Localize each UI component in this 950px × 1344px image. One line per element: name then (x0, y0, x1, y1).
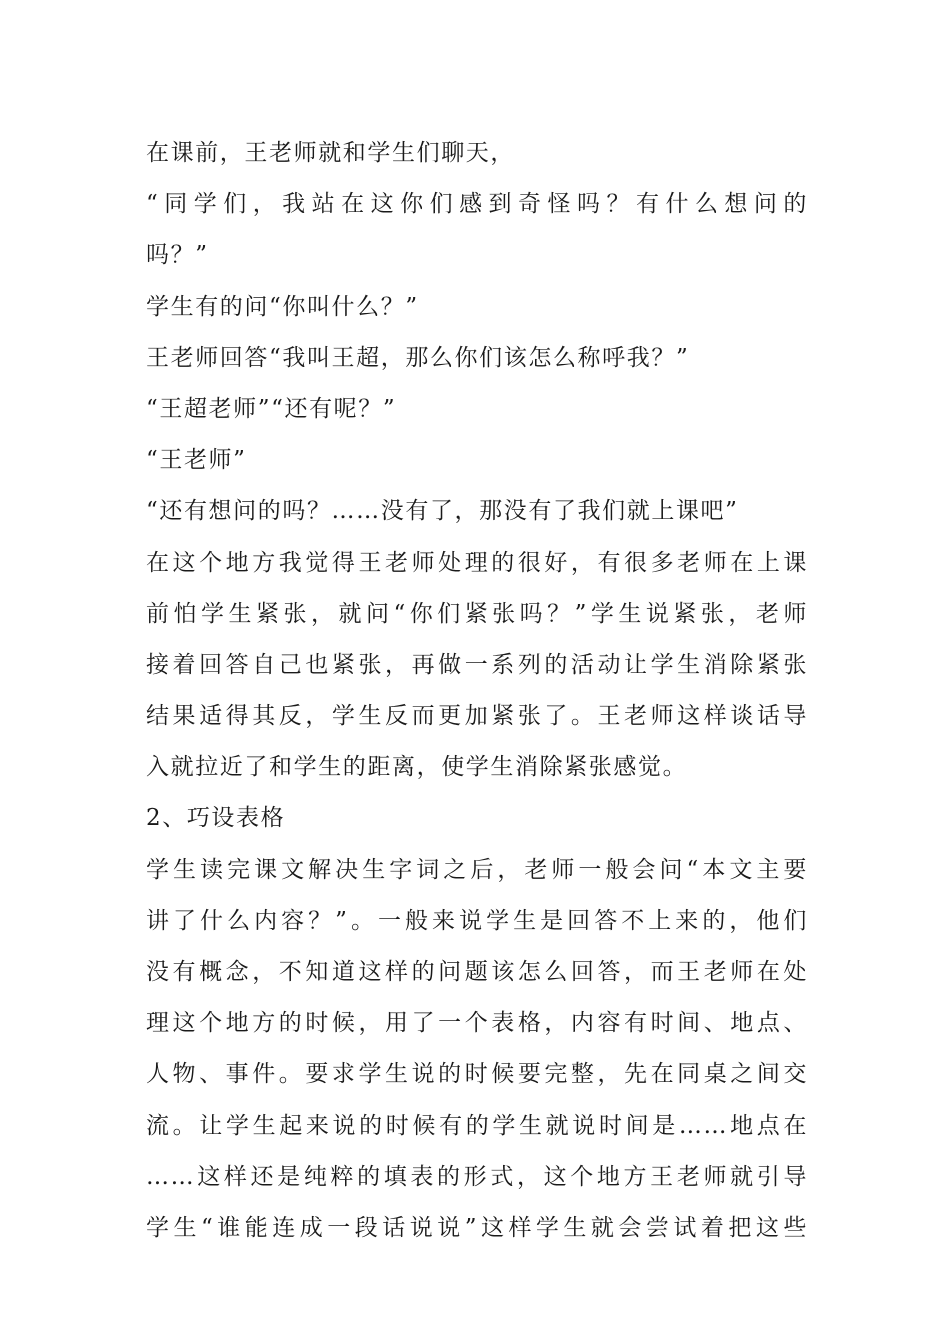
text-line: 前怕学生紧张，就问“你们紧张吗？”学生说紧张，老师 (146, 600, 808, 627)
text-line: 入就拉近了和学生的距离，使学生消除紧张感觉。 (146, 754, 688, 781)
text-line: 讲了什么内容？”。一般来说学生是回答不上来的，他们 (146, 907, 808, 934)
section-heading: 2、巧设表格 (146, 805, 286, 832)
text-line: 没有概念，不知道这样的问题该怎么回答，而王老师在处 (146, 959, 808, 985)
text-line: 结果适得其反，学生反而更加紧张了。王老师这样谈话导 (146, 703, 808, 730)
text-line: 接着回答自己也紧张，再做一系列的活动让学生消除紧张 (146, 651, 808, 678)
text-line: 理这个地方的时候，用了一个表格，内容有时间、地点、 (146, 1010, 808, 1037)
text-line: 在这个地方我觉得王老师处理的很好，有很多老师在上课 (146, 549, 808, 576)
text-line: “还有想问的吗？……没有了，那没有了我们就上课吧” (146, 498, 739, 525)
text-line: 学生读完课文解决生字词之后，老师一般会问“本文主要 (146, 856, 808, 883)
text-line: 在课前，王老师就和学生们聊天， (146, 140, 515, 166)
text-line: 王老师回答“我叫王超，那么你们该怎么称呼我？” (146, 344, 690, 371)
body-text (146, 128, 808, 1254)
text-line: ……这样还是纯粹的填表的形式，这个地方王老师就引导 (146, 1163, 808, 1190)
text-line: 吗？” (146, 242, 209, 269)
text-line: 学生有的问“你叫什么？” (146, 293, 419, 320)
text-line: 流。让学生起来说的时候有的学生就说时间是……地点在 (146, 1112, 808, 1139)
text-line: 学生“谁能连成一段话说说”这样学生就会尝试着把这些 (146, 1214, 808, 1241)
text-line: “王老师” (146, 447, 247, 474)
text-line: “王超老师”“还有呢？” (146, 395, 397, 422)
text-line: “同学们，我站在这你们感到奇怪吗？有什么想问的 (146, 191, 808, 218)
text-line: 人物、事件。要求学生说的时候要完整，先在同桌之间交 (146, 1061, 808, 1088)
